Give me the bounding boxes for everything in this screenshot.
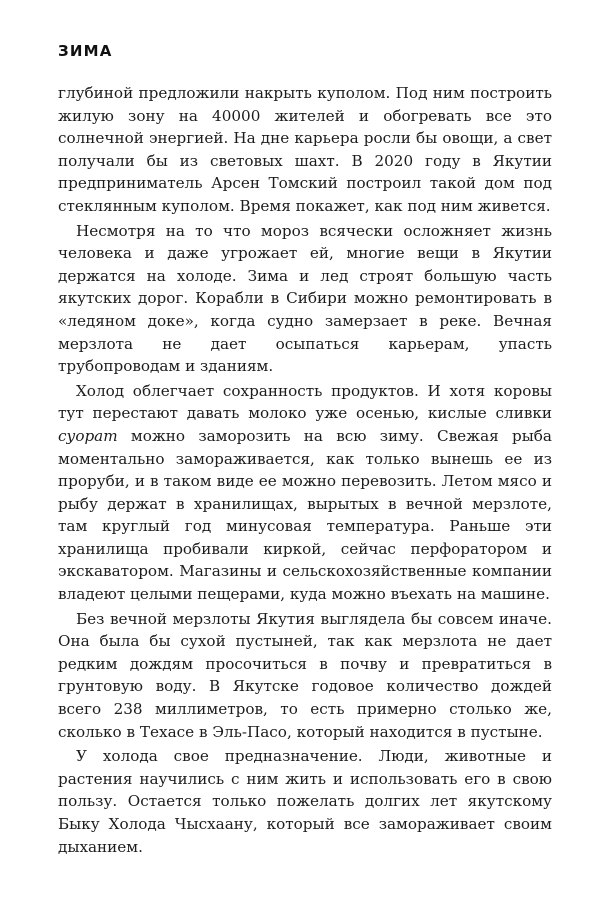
- paragraph-1: глубиной предложили накрыть куполом. Под ним построить жилую зону на 40000 жителей и обогревать все это солнечной энергией. На дне карьера росли бы овощи, а свет получали бы из световых шахт. В 2020 году в Якутии предприниматель Арсен Томский построил такой дом под стеклянным куполом. Время покажет, как под ним живется.: [58, 84, 552, 215]
- paragraph-3: [58, 380, 552, 606]
- running-head-title: ЗИМА: [58, 42, 113, 60]
- paragraph-3-part-2: можно заморозить на всю зиму. Свежая рыба моментально замораживается, как только вынешь ее из проруби, и в таком виде ее можно перевозить. Летом мясо и рыбу держат в хранилищах, вырытых в вечной мерзлоте, там круглый год минусовая температура. Раньше эти хранилища пробивали киркой, сейчас перфоратором и экскаватором. Магазины и сельскохозяйственные компании владеют целыми пещерами, куда можно въехать на машине.: [58, 426, 552, 604]
- paragraph-5: У холода свое предназначение. Люди, животные и растения научились с ним жить и использовать его в свою пользу. Остается только пожелать долгих лет якутскому Быку Холода Чысхаану, который все замораживает своим дыханием.: [58, 747, 552, 856]
- paragraph-4: Без вечной мерзлоты Якутия выглядела бы совсем иначе. Она была бы сухой пустыней, так как мерзлота не дает редким дождям просочиться в почву и превратиться в грунтовую воду. В Якутске годовое количество дождей всего 238 миллиметров, то есть примерно столько же, сколько в Техасе в Эль-Пасо, который находится в пустыне.: [58, 609, 552, 741]
- paragraph-2: Несмотря на то что мороз всячески осложняет жизнь человека и даже угрожает ей, многие вещи в Якутии держатся на холоде. Зима и лед строят большую часть якутских дорог. Корабли в Сибири можно ремонтировать в «ледяном доке», когда судно замерзает в реке. Вечная мерзлота не дает осыпаться карьерам, упасть трубопроводам и зданиям.: [58, 221, 552, 376]
- paragraph-3-part-1: Холод облегчает сохранность продуктов. И хотя коровы тут перестают давать молоко уже осенью, кислые сливки: [58, 381, 552, 423]
- term-suorat: суорат: [58, 426, 118, 445]
- body-text: [58, 82, 552, 860]
